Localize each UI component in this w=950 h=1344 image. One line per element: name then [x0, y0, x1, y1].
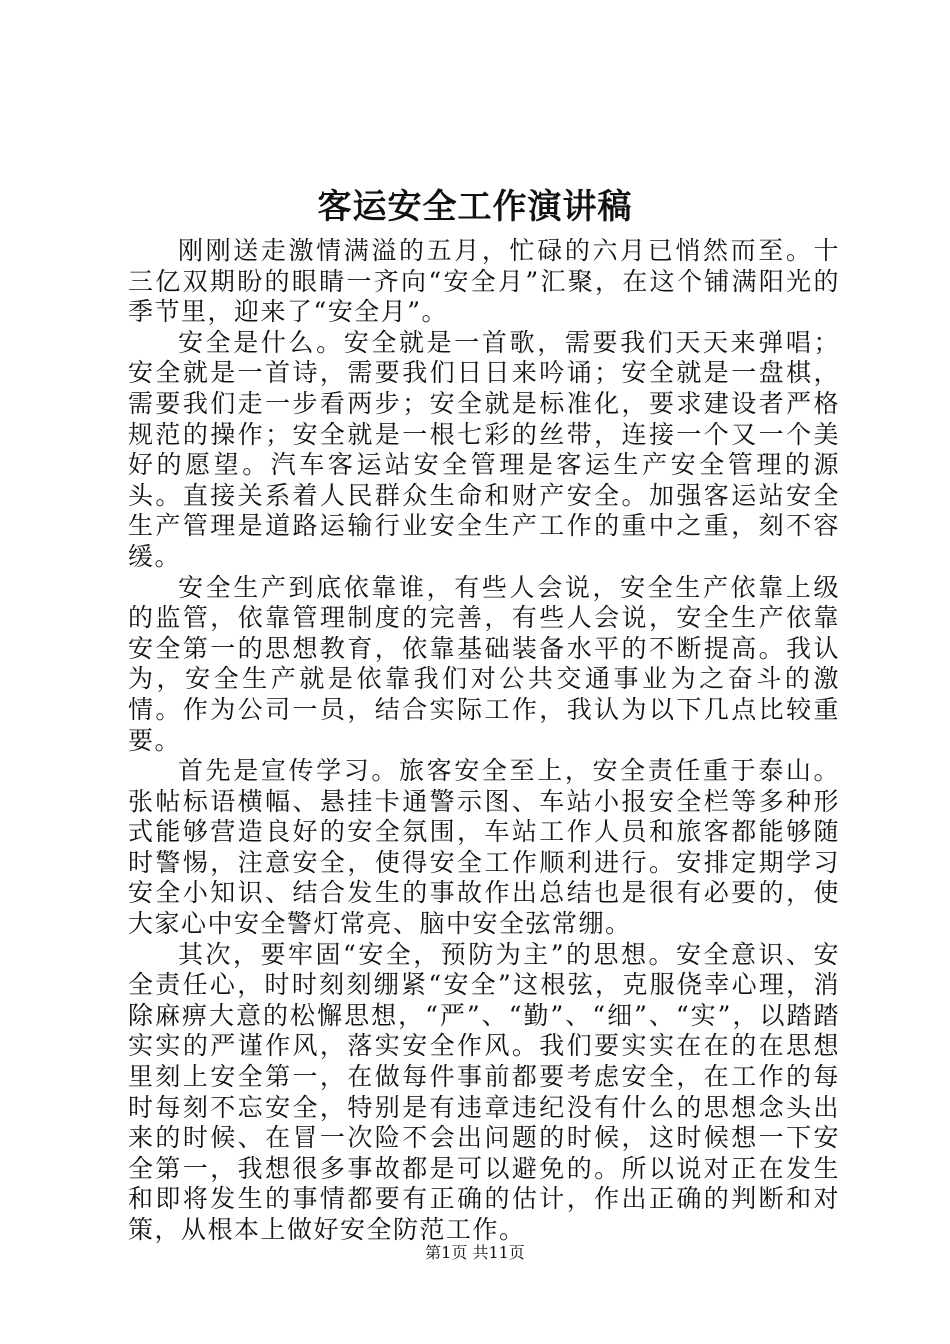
paragraph-what-is-safety: 安全是什么。安全就是一首歌，需要我们天天来弹唱；安全就是一首诗，需要我们日日来吟诵；安全就是一盘棋，需要我们走一步看两步；安全就是标准化，要求建设者严格规范的操作；安全就是一根七彩的丝带，连接一个又一个美好的愿望。汽车客运站安全管理是客运生产安全管理的源头。直接关系着人民群众生命和财产安全。加强客运站安全生产管理是道路运输行业安全生产工作的重中之重，刻不容缓。: [128, 327, 840, 571]
document-title: 客运安全工作演讲稿: [317, 187, 633, 227]
paragraph-intro: 刚刚送走激情满溢的五月，忙碌的六月已悄然而至。十三亿双期盼的眼睛一齐向“安全月”汇聚，在这个铺满阳光的季节里，迎来了“安全月”。: [128, 236, 840, 327]
paragraph-second-point: 其次，要牢固“安全，预防为主”的思想。安全意识、安全责任心，时时刻刻绷紧“安全”这根弦，克服侥幸心理，消除麻痹大意的松懈思想，“严”、“勤”、“细”、“实”，以踏踏实实的严谨作风，落实安全作风。我们要实实在在的在思想里刻上安全第一，在做每件事前都要考虑安全，在工作的每时每刻不忘安全，特别是有违章违纪没有什么的思想念头出来的时候、在冒一次险不会出问题的时候，这时候想一下安全第一，我想很多事故都是可以避免的。所以说对正在发生和即将发生的事情都要有正确的估计，作出正确的判断和对策，从根本上做好安全防范工作。: [128, 939, 840, 1244]
paragraph-who-to-rely-on: 安全生产到底依靠谁，有些人会说，安全生产依靠上级的监管，依靠管理制度的完善，有些人会说，安全生产依靠安全第一的思想教育，依靠基础装备水平的不断提高。我认为，安全生产就是依靠我们对公共交通事业为之奋斗的激情。作为公司一员，结合实际工作，我认为以下几点比较重要。: [128, 572, 840, 755]
paragraph-first-point: 首先是宣传学习。旅客安全至上，安全责任重于泰山。张帖标语横幅、悬挂卡通警示图、车站小报安全栏等多种形式能够营造良好的安全氛围，车站工作人员和旅客都能够随时警惕，注意安全，使得安全工作顺利进行。安排定期学习安全小知识、结合发生的事故作出总结也是很有必要的，使大家心中安全警灯常亮、脑中安全弦常绷。: [128, 756, 840, 939]
document-body: [128, 236, 840, 1246]
page-number-footer: 第1页 共11页: [425, 1243, 525, 1262]
